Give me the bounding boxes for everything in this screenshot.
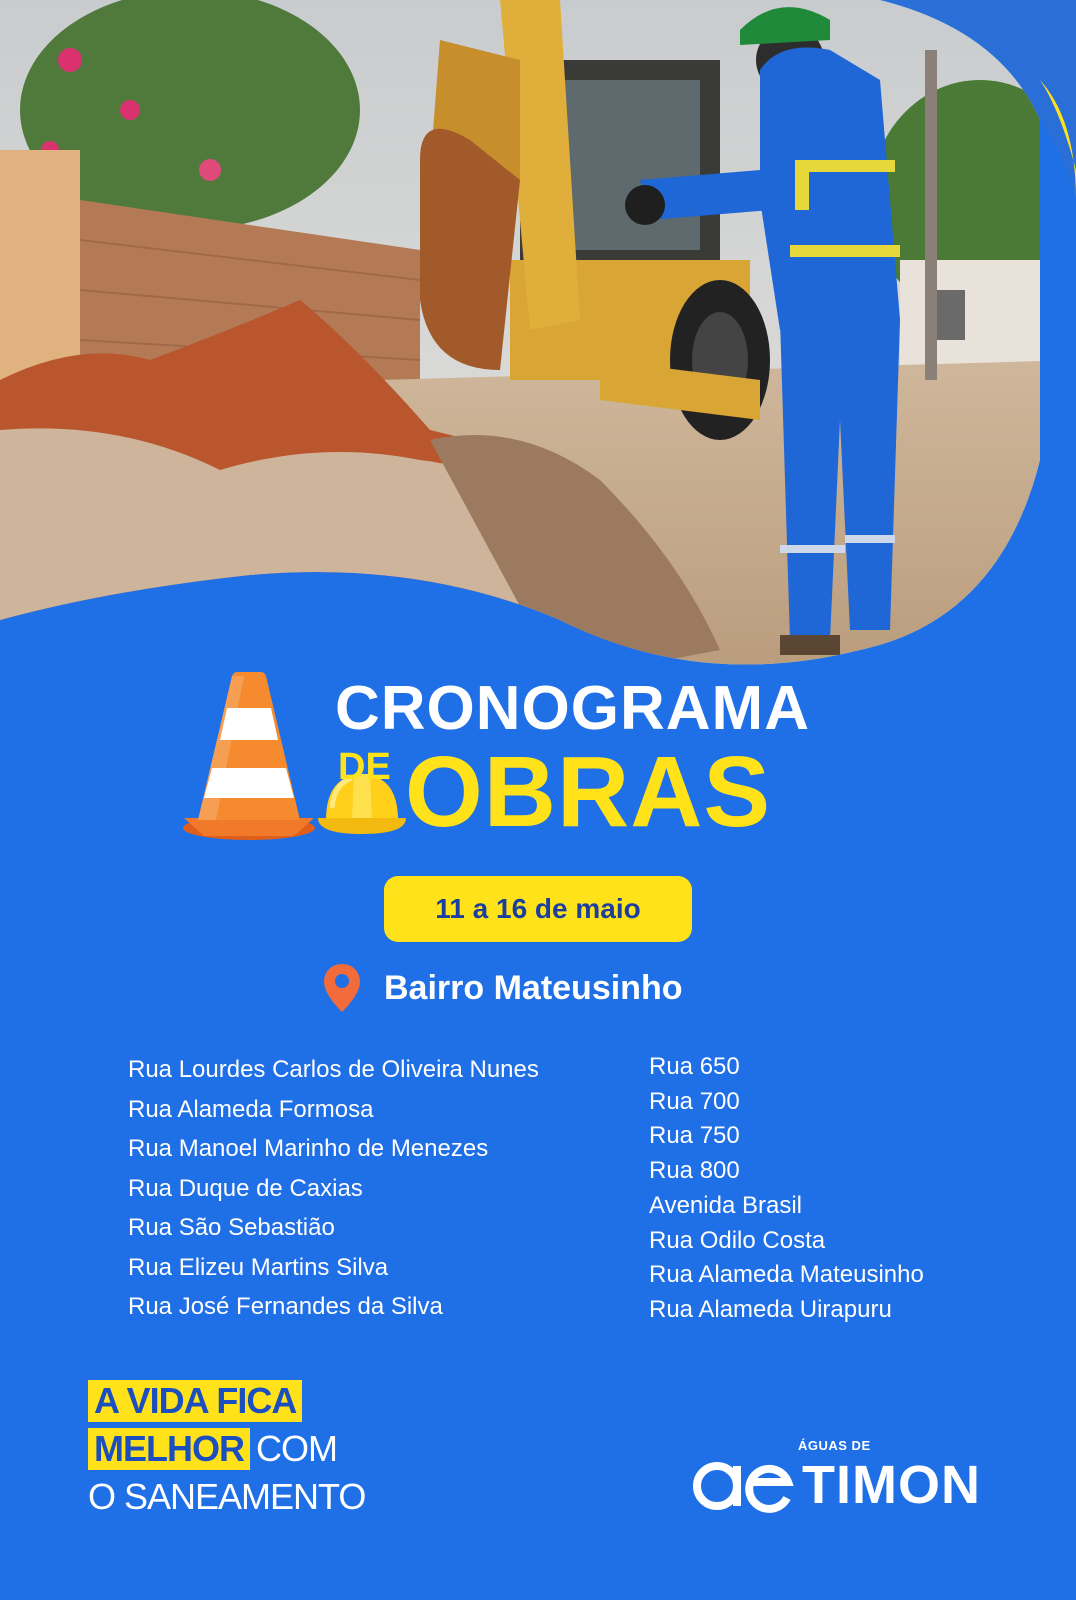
list-item: Rua Alameda Mateusinho	[649, 1261, 924, 1289]
logo-top-text: ÁGUAS DE	[798, 1438, 871, 1453]
neighborhood-row	[322, 960, 682, 1016]
slogan-a-vida-fica: A VIDA FICA	[88, 1380, 302, 1422]
slogan-o-saneamento: O SANEAMENTO	[88, 1476, 366, 1517]
list-item: Rua 700	[649, 1087, 740, 1115]
logo-name: TIMON	[802, 1455, 981, 1515]
slogan-melhor: MELHOR	[88, 1428, 250, 1470]
construction-photo	[0, 0, 1076, 700]
date-badge	[384, 876, 692, 942]
list-item: Rua Odilo Costa	[649, 1226, 826, 1254]
aguas-de-timon-logo	[686, 1430, 986, 1520]
list-item: Rua 800	[649, 1157, 740, 1185]
title-obras: OBRAS	[405, 736, 772, 848]
list-item: Rua Manoel Marinho de Menezes	[128, 1135, 489, 1162]
traffic-cone-icon	[182, 668, 316, 840]
title-de: DE	[338, 746, 391, 788]
neighborhood-name: Bairro Mateusinho	[384, 968, 683, 1007]
list-item: Rua Elizeu Martins Silva	[128, 1253, 389, 1281]
construction-scene	[0, 0, 1076, 700]
date-text: 11 a 16 de maio	[435, 893, 641, 924]
list-item: Rua 650	[649, 1053, 740, 1080]
street-list-left	[128, 1050, 539, 1327]
list-item: Rua Alameda Uirapuru	[649, 1295, 892, 1323]
list-item: Rua Alameda Formosa	[128, 1095, 374, 1123]
aegea-logo-icon	[690, 1458, 794, 1514]
list-item: Avenida Brasil	[649, 1191, 802, 1219]
list-item: Rua São Sebastião	[128, 1214, 335, 1241]
list-item: Rua Duque de Caxias	[128, 1174, 363, 1202]
list-item: Rua José Fernandes da Silva	[128, 1293, 443, 1320]
list-item: Rua Lourdes Carlos de Oliveira Nunes	[128, 1056, 539, 1083]
title-block	[0, 668, 1076, 868]
map-pin-icon	[322, 962, 362, 1014]
list-item: Rua 750	[649, 1122, 740, 1150]
street-list-right	[649, 1050, 924, 1328]
slogan-com: COM	[256, 1428, 337, 1469]
slogan	[88, 1378, 365, 1522]
title-cronograma: CRONOGRAMA	[335, 674, 810, 743]
